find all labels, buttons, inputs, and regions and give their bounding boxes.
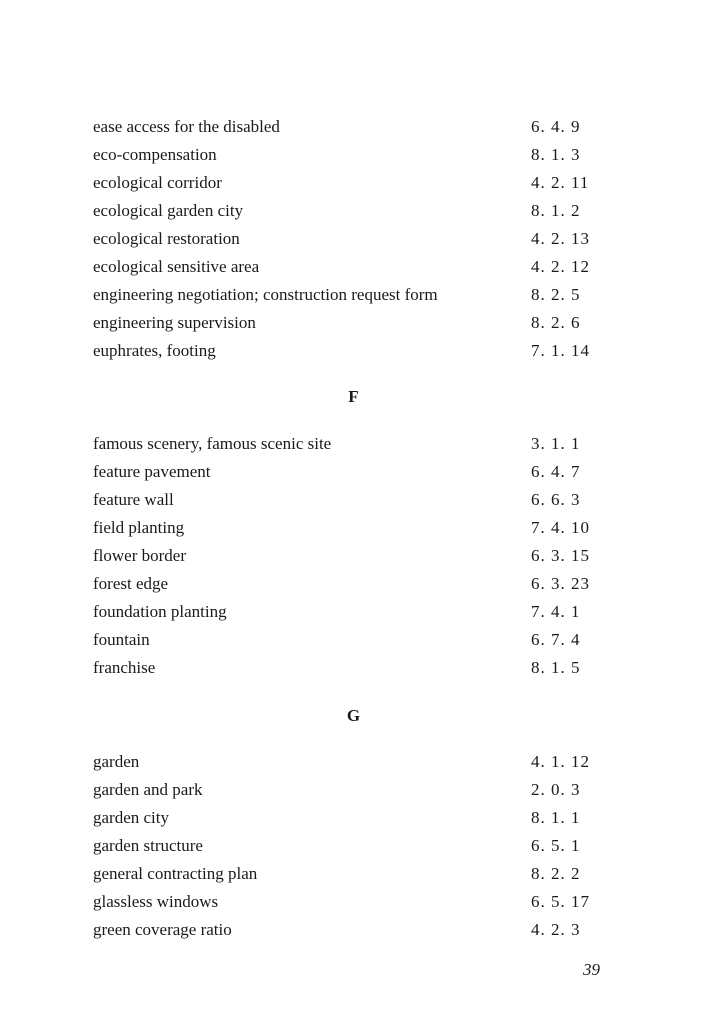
index-ref: 8. 2. 6 bbox=[531, 313, 581, 332]
index-ref: 7. 1. 14 bbox=[531, 341, 590, 360]
index-ref: 6. 7. 4 bbox=[531, 630, 581, 649]
index-term: field planting bbox=[93, 518, 185, 537]
index-entry bbox=[93, 804, 613, 832]
index-ref: 6. 6. 3 bbox=[531, 490, 581, 509]
index-entry bbox=[93, 281, 613, 309]
index-ref: 7. 4. 10 bbox=[531, 518, 590, 537]
index-entry bbox=[93, 776, 613, 804]
index-ref: 8. 2. 5 bbox=[531, 285, 581, 304]
section-letter-f: F bbox=[348, 387, 359, 406]
index-entry bbox=[93, 832, 613, 860]
index-ref: 8. 1. 5 bbox=[531, 658, 581, 677]
index-ref: 4. 2. 3 bbox=[531, 920, 581, 939]
index-term: ease access for the disabled bbox=[93, 117, 280, 136]
index-section-f bbox=[93, 430, 613, 682]
index-entry bbox=[93, 888, 613, 916]
index-entry bbox=[93, 169, 613, 197]
index-entry bbox=[93, 141, 613, 169]
index-term: ecological garden city bbox=[93, 201, 244, 220]
index-ref: 4. 2. 12 bbox=[531, 257, 590, 276]
index-term: garden structure bbox=[93, 836, 203, 855]
index-term: general contracting plan bbox=[93, 864, 258, 883]
index-ref: 6. 3. 15 bbox=[531, 546, 590, 565]
index-ref: 4. 1. 12 bbox=[531, 752, 590, 771]
index-ref: 6. 4. 9 bbox=[531, 117, 581, 136]
index-term: green coverage ratio bbox=[93, 920, 232, 939]
index-entry bbox=[93, 225, 613, 253]
index-entry bbox=[93, 916, 613, 944]
index-entry bbox=[93, 514, 613, 542]
index-entry bbox=[93, 458, 613, 486]
index-term: foundation planting bbox=[93, 602, 227, 621]
index-ref: 8. 1. 2 bbox=[531, 201, 581, 220]
index-entry bbox=[93, 309, 613, 337]
index-term: fountain bbox=[93, 630, 150, 649]
index-term: ecological corridor bbox=[93, 173, 222, 192]
index-term: flower border bbox=[93, 546, 186, 565]
index-section-g bbox=[93, 748, 613, 944]
index-ref: 4. 2. 13 bbox=[531, 229, 590, 248]
section-letter-g: G bbox=[346, 706, 361, 725]
index-term: euphrates, footing bbox=[93, 341, 216, 360]
index-ref: 8. 1. 3 bbox=[531, 145, 581, 164]
index-entry bbox=[93, 486, 613, 514]
index-ref: 3. 1. 1 bbox=[531, 434, 581, 453]
index-ref: 7. 4. 1 bbox=[531, 602, 581, 621]
index-term: ecological restoration bbox=[93, 229, 240, 248]
index-ref: 6. 3. 23 bbox=[531, 574, 590, 593]
index-entry bbox=[93, 253, 613, 281]
index-term: feature wall bbox=[93, 490, 174, 509]
index-entry bbox=[93, 626, 613, 654]
index-term: engineering negotiation; construction request form bbox=[93, 285, 438, 304]
index-entry bbox=[93, 748, 613, 776]
index-term: franchise bbox=[93, 658, 156, 677]
index-ref: 8. 2. 2 bbox=[531, 864, 581, 883]
index-ref: 2. 0. 3 bbox=[531, 780, 581, 799]
index-term: garden and park bbox=[93, 780, 203, 799]
index-entry bbox=[93, 542, 613, 570]
index-term: eco-compensation bbox=[93, 145, 217, 164]
index-entry bbox=[93, 570, 613, 598]
index-term: garden bbox=[93, 752, 140, 771]
index-ref: 6. 5. 17 bbox=[531, 892, 590, 911]
index-section-e bbox=[93, 113, 613, 365]
index-ref: 6. 4. 7 bbox=[531, 462, 581, 481]
index-entry bbox=[93, 430, 613, 458]
index-ref: 6. 5. 1 bbox=[531, 836, 581, 855]
index-entry bbox=[93, 860, 613, 888]
index-term: ecological sensitive area bbox=[93, 257, 260, 276]
index-ref: 8. 1. 1 bbox=[531, 808, 581, 827]
index-entry bbox=[93, 113, 613, 141]
index-term: famous scenery, famous scenic site bbox=[93, 434, 332, 453]
index-term: feature pavement bbox=[93, 462, 211, 481]
index-entry bbox=[93, 654, 613, 682]
index-entry bbox=[93, 337, 613, 365]
index-entry bbox=[93, 598, 613, 626]
page-number: 39 bbox=[583, 960, 600, 979]
index-term: glassless windows bbox=[93, 892, 219, 911]
index-term: forest edge bbox=[93, 574, 169, 593]
index-ref: 4. 2. 11 bbox=[531, 173, 590, 192]
index-entry bbox=[93, 197, 613, 225]
index-term: engineering supervision bbox=[93, 313, 256, 332]
index-term: garden city bbox=[93, 808, 169, 827]
